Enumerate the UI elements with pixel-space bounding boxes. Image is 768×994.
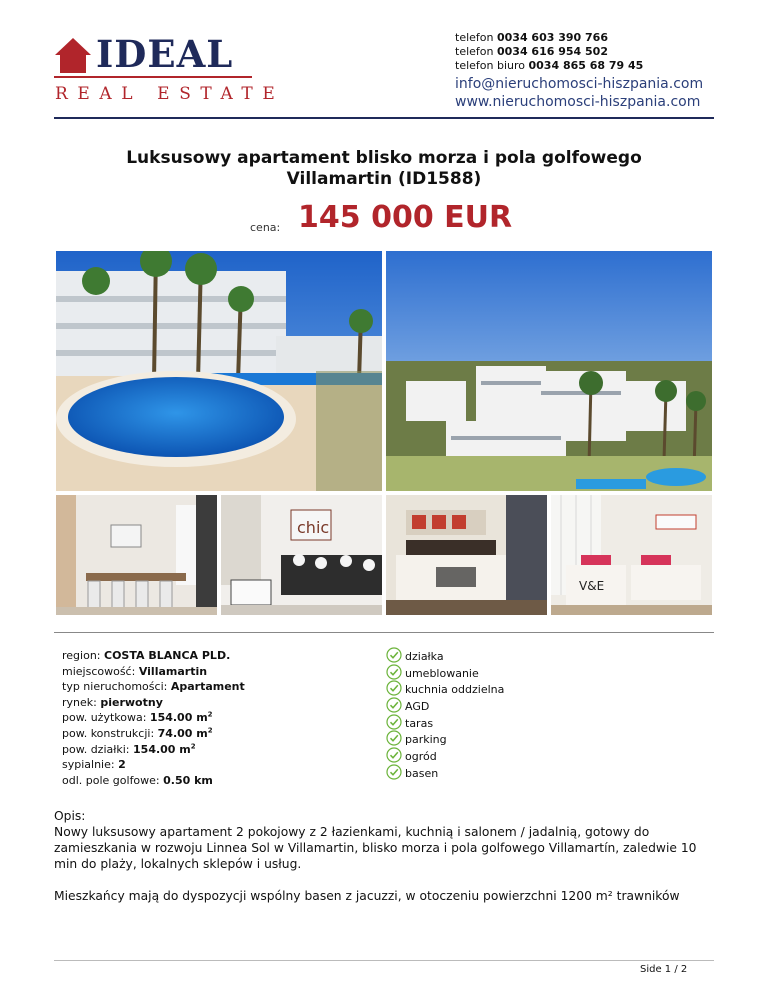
detail-plot-area: pow. działki: 154.00 $m^2$ <box>62 741 196 756</box>
detail-usable-area: pow. użytkowa: 154.00 $m^2$ <box>62 710 213 725</box>
email-link[interactable]: info@nieruchomosci-hiszpania.com <box>455 76 704 92</box>
price-value: 145 000 EUR <box>298 200 513 235</box>
svg-text:chic: chic <box>297 518 330 537</box>
phone-number[interactable]: 0034 616 954 502 <box>496 45 608 58</box>
house-logo-icon <box>54 36 92 74</box>
footer-divider <box>54 960 714 961</box>
checkmark-icon <box>386 647 402 663</box>
phone-line: telefon 0034 616 954 502 <box>455 45 608 58</box>
company-logo <box>54 32 285 104</box>
detail-built-area: pow. konstrukcji: 74.00 $m^2$ <box>62 726 213 740</box>
description <box>54 808 718 904</box>
photo-master-bedroom[interactable] <box>386 495 547 615</box>
photo-aerial-complex[interactable] <box>386 251 712 491</box>
description-paragraph: Nowy luksusowy apartament 2 pokojowy z 2 łazienkami, kuchnią i salonem / jadalnią, gotowy do zamieszkania w rozwoju Linnea Sol w Villamartin, blisko morza i pola golfowego Villamartín, zaledwie 10 min do plaży, lokalnych sklepów i usług. <box>54 825 697 871</box>
checkmark-icon <box>386 730 402 746</box>
property-details <box>62 648 245 788</box>
detail-market: rynek: pierwotny <box>62 695 163 709</box>
description-heading: Opis: <box>54 809 86 823</box>
logo-wordmark: IDEAL <box>96 32 234 76</box>
checkmark-icon <box>386 664 402 680</box>
section-divider <box>54 632 714 633</box>
website-link[interactable]: www.nieruchomosci-hiszpania.com <box>455 94 701 110</box>
header-divider <box>54 117 714 119</box>
detail-bedrooms: sypialnie: 2 <box>62 758 126 772</box>
price-label: cena: <box>250 221 281 234</box>
listing-title: Luksusowy apartament blisko morza i pola golfowego Villamartin (ID1588) <box>126 148 642 189</box>
phone-number[interactable]: 0034 603 390 766 <box>496 31 608 44</box>
detail-golf-distance: odl. pole golfowe: 0.50 km <box>62 773 213 787</box>
photo-living-room[interactable] <box>221 495 382 615</box>
logo-tagline: REAL ESTATE <box>55 84 285 104</box>
detail-property-type: typ nieruchomości: Apartament <box>62 680 245 694</box>
checkmark-icon <box>386 680 402 696</box>
checkmark-icon <box>386 747 402 763</box>
checkmark-icon <box>386 697 402 713</box>
contact-block <box>455 31 703 111</box>
logo-divider <box>54 76 252 78</box>
svg-text:V&E: V&E <box>579 579 605 593</box>
photo-pool[interactable] <box>56 251 382 491</box>
phone-number[interactable]: 0034 865 68 79 45 <box>528 59 644 72</box>
page-number: Side 1 / 2 <box>640 964 688 975</box>
detail-region: region: COSTA BLANCA PLD. <box>62 649 231 662</box>
description-paragraph: Mieszkańcy mają do dyspozycji wspólny basen z jacuzzi, w otoczeniu powierzchni 1200 m² trawników <box>54 889 680 903</box>
photo-guest-bedroom[interactable] <box>551 495 712 615</box>
detail-town: miejscowość: Villamartin <box>62 664 208 678</box>
checkmark-icon <box>386 714 402 730</box>
photo-dining-room[interactable] <box>56 495 217 615</box>
checkmark-icon <box>386 764 402 780</box>
office-phone-line: telefon biuro 0034 865 68 79 45 <box>455 59 644 72</box>
phone-line: telefon 0034 603 390 766 <box>455 31 608 44</box>
